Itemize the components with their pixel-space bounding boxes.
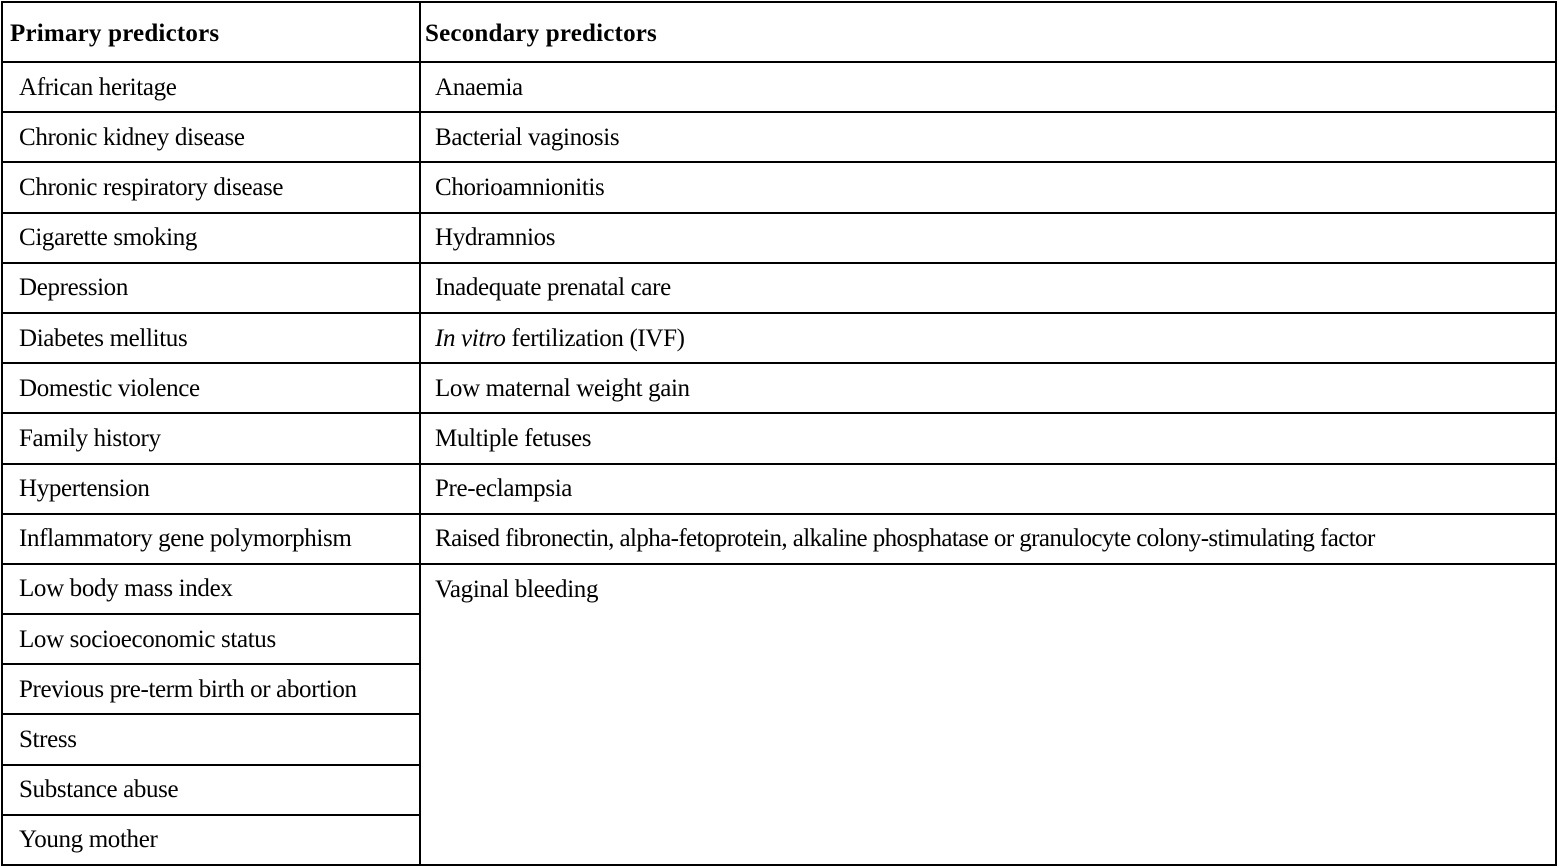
primary-predictor-cell: Cigarette smoking	[2, 213, 420, 263]
primary-predictor-cell: Stress	[2, 714, 420, 764]
table-row	[2, 62, 1556, 112]
secondary-predictor-cell: Pre-eclampsia	[420, 464, 1556, 514]
table-row	[2, 313, 1556, 363]
primary-predictor-cell: Chronic respiratory disease	[2, 162, 420, 212]
table-row	[2, 614, 1556, 664]
secondary-predictor-cell: Hydramnios	[420, 213, 1556, 263]
table-row	[2, 664, 1556, 714]
primary-predictor-cell: Hypertension	[2, 464, 420, 514]
empty-secondary-cell	[420, 765, 1556, 815]
primary-predictor-cell: Chronic kidney disease	[2, 112, 420, 162]
empty-secondary-cell	[420, 614, 1556, 664]
table-row	[2, 213, 1556, 263]
secondary-predictor-cell: Low maternal weight gain	[420, 363, 1556, 413]
empty-secondary-cell	[420, 714, 1556, 764]
primary-predictor-cell: Family history	[2, 413, 420, 463]
primary-predictor-cell: Young mother	[2, 815, 420, 865]
secondary-predictor-cell: Multiple fetuses	[420, 413, 1556, 463]
table-row	[2, 514, 1556, 564]
secondary-predictor-cell: Bacterial vaginosis	[420, 112, 1556, 162]
secondary-predictor-cell: Vaginal bleeding	[420, 564, 1556, 614]
table-row	[2, 112, 1556, 162]
primary-predictor-cell: Low body mass index	[2, 564, 420, 614]
table-row	[2, 765, 1556, 815]
primary-predictor-cell: Inflammatory gene polymorphism	[2, 514, 420, 564]
header-secondary-predictors: Secondary predictors	[420, 2, 1556, 62]
primary-predictor-cell: Previous pre-term birth or abortion	[2, 664, 420, 714]
primary-predictor-cell: Depression	[2, 263, 420, 313]
primary-predictor-cell: Low socioeconomic status	[2, 614, 420, 664]
secondary-predictor-cell: Raised fibronectin, alpha-fetoprotein, alkaline phosphatase or granulocyte colony-stimulating factor	[420, 514, 1556, 564]
table-row	[2, 564, 1556, 614]
predictors-table	[1, 1, 1557, 866]
table-row	[2, 714, 1556, 764]
ivf-italic-text: In vitro	[435, 324, 506, 352]
secondary-predictor-cell: Anaemia	[420, 62, 1556, 112]
table-row	[2, 363, 1556, 413]
secondary-predictor-cell: Inadequate prenatal care	[420, 263, 1556, 313]
table-row	[2, 263, 1556, 313]
table-row	[2, 815, 1556, 865]
primary-predictor-cell: African heritage	[2, 62, 420, 112]
primary-predictor-cell: Domestic violence	[2, 363, 420, 413]
header-row	[2, 2, 1556, 62]
secondary-predictor-cell: Chorioamnionitis	[420, 162, 1556, 212]
header-primary-predictors: Primary predictors	[2, 2, 420, 62]
table-row	[2, 162, 1556, 212]
empty-secondary-cell	[420, 664, 1556, 714]
empty-secondary-cell	[420, 815, 1556, 865]
primary-predictor-cell: Substance abuse	[2, 765, 420, 815]
secondary-predictor-cell-ivf	[420, 313, 1556, 363]
ivf-rest-text: fertilization (IVF)	[505, 324, 685, 352]
table-row	[2, 413, 1556, 463]
primary-predictor-cell: Diabetes mellitus	[2, 313, 420, 363]
table-row	[2, 464, 1556, 514]
